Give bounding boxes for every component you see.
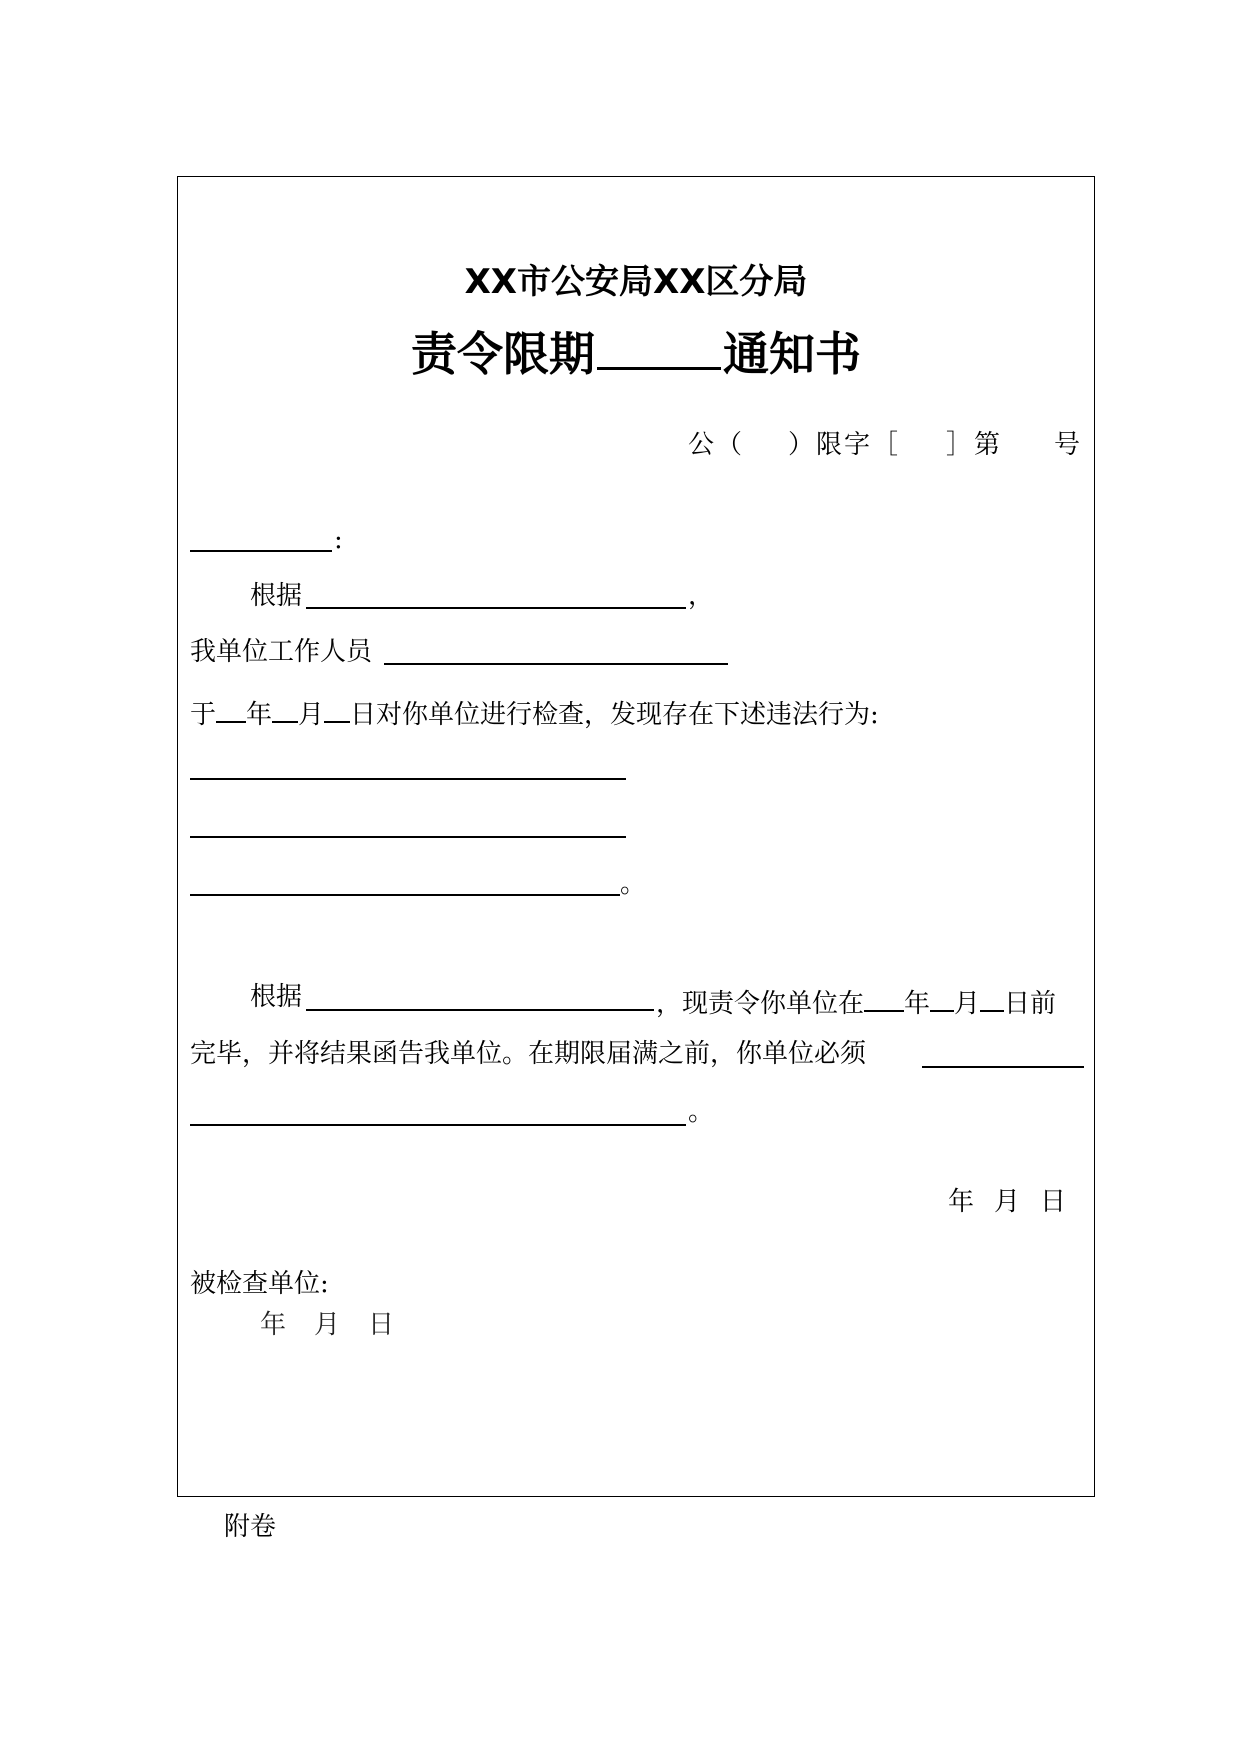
- violation-blank-2[interactable]: [190, 836, 626, 838]
- title-blank[interactable]: [597, 327, 721, 370]
- sign-day: 日: [1039, 1187, 1066, 1217]
- inspected-day: 日: [368, 1310, 395, 1340]
- basis-blank-1[interactable]: [306, 607, 686, 609]
- order-year-blank[interactable]: [864, 984, 904, 1012]
- bureau-name: XX市公安局XX区分局: [464, 262, 808, 302]
- sign-date: [948, 1189, 1066, 1215]
- inspection-year-blank[interactable]: [216, 695, 246, 723]
- title-prefix: 责令限期: [411, 327, 595, 381]
- staff-blank[interactable]: [384, 663, 728, 665]
- inspection-month-blank[interactable]: [272, 695, 298, 723]
- basis-blank-2[interactable]: [306, 1009, 654, 1011]
- appendix-label: 附卷: [224, 1512, 277, 1542]
- doc-number-di: ］第: [945, 430, 1002, 460]
- inspected-year: 年: [260, 1310, 287, 1340]
- sign-month: 月: [993, 1187, 1020, 1217]
- addressee-colon: :: [334, 525, 343, 555]
- requirement-blank-1[interactable]: [922, 1066, 1084, 1068]
- staff-label: 我单位工作人员: [190, 637, 373, 667]
- inspection-date: [190, 695, 879, 728]
- doc-number-gong: 公（: [687, 430, 744, 460]
- date-yu: 于: [190, 700, 217, 730]
- date-yue: 月: [298, 700, 325, 730]
- basis-label-2: 根据: [250, 982, 303, 1012]
- sign-year: 年: [947, 1187, 974, 1217]
- title-suffix: 通知书: [723, 327, 861, 381]
- inspection-day-blank[interactable]: [324, 695, 350, 723]
- date-nian: 年: [246, 700, 273, 730]
- basis-label-1: 根据: [250, 581, 303, 611]
- order-day-blank[interactable]: [980, 984, 1004, 1012]
- order-nian: 年: [904, 989, 931, 1019]
- notice-title: [178, 327, 1094, 381]
- requirement-period: 。: [688, 1097, 715, 1127]
- inspection-text: 日对你单位进行检查，发现存在下述违法行为:: [350, 700, 879, 730]
- inspected-date: [260, 1312, 394, 1338]
- violation-blank-3[interactable]: [190, 894, 620, 896]
- basis-comma-1: ，: [688, 581, 715, 611]
- order-riqian: 日前: [1004, 989, 1057, 1019]
- inspected-month: 月: [314, 1310, 341, 1340]
- document-number: [688, 432, 1082, 458]
- doc-number-xianzi: ）限字［: [787, 430, 900, 460]
- order-month-blank[interactable]: [930, 984, 954, 1012]
- inspected-unit-label: 被检查单位:: [190, 1269, 329, 1299]
- order-deadline: [656, 984, 1056, 1017]
- notice-frame: [177, 176, 1095, 1497]
- completion-text: 完毕，并将结果函告我单位。在期限届满之前，你单位必须: [190, 1039, 867, 1069]
- addressee-blank[interactable]: [190, 550, 332, 552]
- violation-period: 。: [620, 869, 647, 899]
- order-text: ，现责令你单位在: [656, 989, 865, 1019]
- doc-number-hao: 号: [1053, 430, 1082, 460]
- order-yue: 月: [954, 989, 981, 1019]
- violation-blank-1[interactable]: [190, 778, 626, 780]
- requirement-blank-2[interactable]: [190, 1124, 686, 1126]
